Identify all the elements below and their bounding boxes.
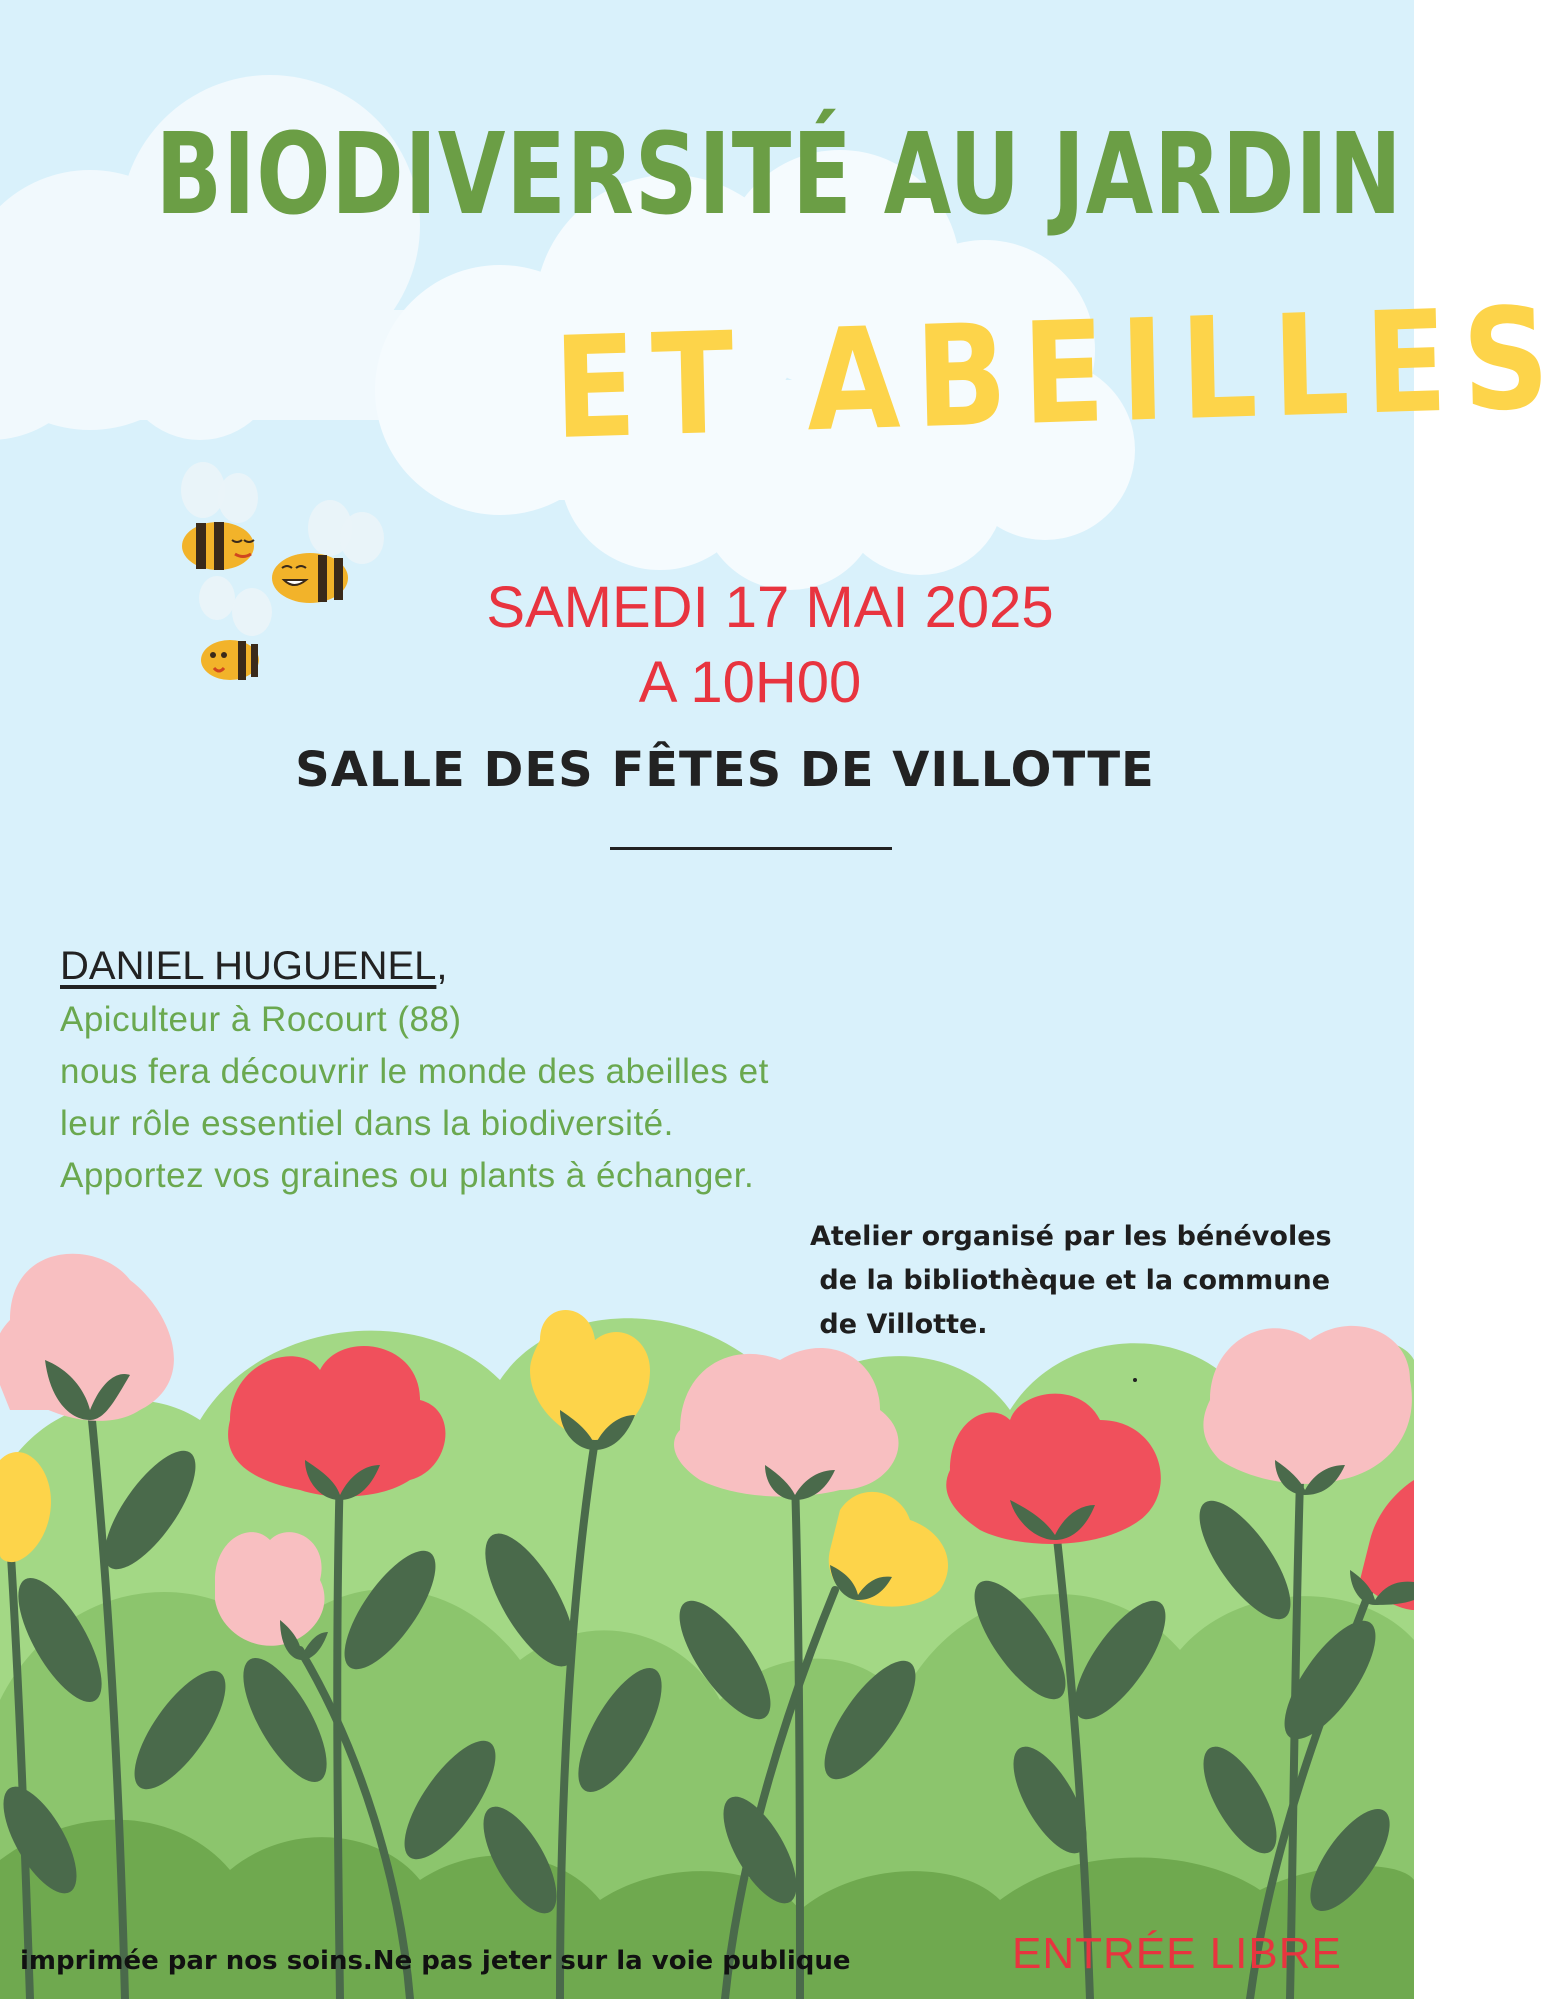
event-venue: SALLE DES FÊTES DE VILLOTTE xyxy=(295,742,1155,798)
bee-icon xyxy=(181,462,258,570)
stray-dot xyxy=(1133,1378,1137,1382)
free-entry-label: ENTRÉE LIBRE xyxy=(1012,1929,1342,1978)
event-date: SAMEDI 17 MAI 2025 xyxy=(486,575,1054,640)
bee-icon xyxy=(199,576,272,680)
flower-icon xyxy=(674,1348,899,1500)
description-line: nous fera découvrir le monde des abeilles et xyxy=(60,1052,769,1091)
poster-title-line1: BIODIVERSITÉ AU JARDIN xyxy=(155,110,1403,240)
event-time: A 10H00 xyxy=(638,650,862,715)
organizer-note xyxy=(810,1215,1390,1347)
description-line: leur rôle essentiel dans la biodiversité. xyxy=(60,1104,674,1143)
flower-icon xyxy=(0,1254,174,1421)
speaker-name-text: DANIEL HUGUENEL xyxy=(60,944,437,988)
organizer-line: de la bibliothèque et la commune xyxy=(810,1265,1331,1296)
bee-icon xyxy=(272,500,384,603)
print-notice: imprimée par nos soins.Ne pas jeter sur la voie publique xyxy=(20,1946,851,1976)
event-description xyxy=(60,994,960,1202)
description-line: Apportez vos graines ou plants à échanger. xyxy=(60,1156,755,1195)
organizer-line: de Villotte. xyxy=(810,1309,988,1340)
speaker-comma: , xyxy=(436,944,448,988)
divider-line xyxy=(610,847,892,850)
poster-title-line2: ET ABEILLES xyxy=(552,277,1567,472)
description-line: Apiculteur à Rocourt (88) xyxy=(60,1000,462,1039)
organizer-line: Atelier organisé par les bénévoles xyxy=(810,1221,1332,1252)
speaker-name xyxy=(60,940,448,992)
